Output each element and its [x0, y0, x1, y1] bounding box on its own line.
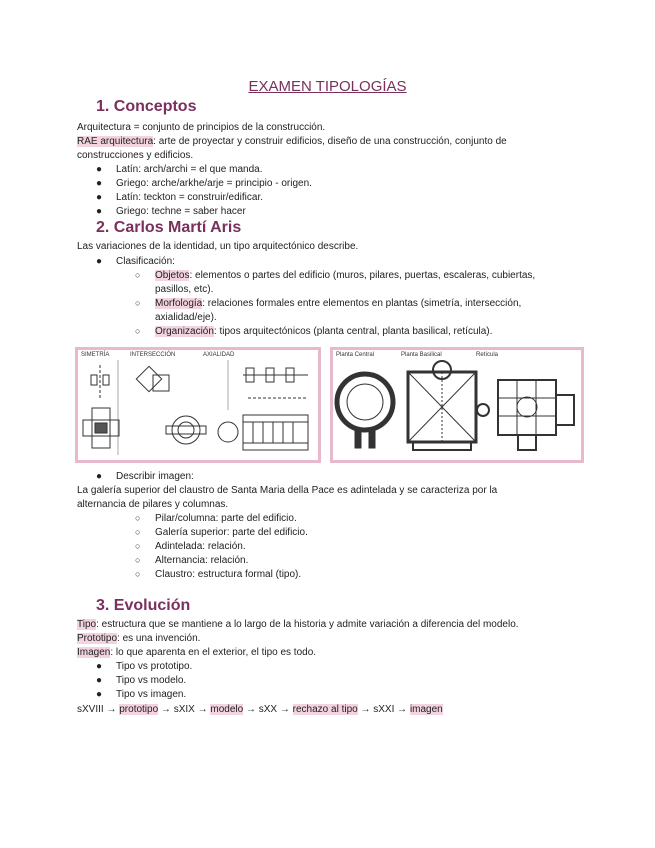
sub-list-item-text: [155, 269, 535, 282]
imagen-line: [77, 646, 316, 659]
concept-line-1: Arquitectura = conjunto de principios de la construcción.: [77, 122, 326, 133]
fig-label-interseccion: INTERSECCIÓN: [130, 352, 176, 358]
list-item-text: Tipo vs modelo.: [116, 675, 187, 686]
sub-bullet-icon: ○: [135, 326, 141, 336]
sub2-text: : relaciones formales entre elementos en plantas (simetría, intersección,: [202, 298, 522, 309]
list-item-text: Clasificación:: [116, 256, 175, 267]
morphology-drawings: [78, 350, 318, 460]
highlight-prototipo: Prototipo: [77, 633, 118, 644]
morphology-figure: [75, 347, 321, 463]
list-item-text: Griego: techne = saber hacer: [116, 206, 246, 217]
highlight-organizacion: Organización: [155, 326, 214, 337]
timeline-highlight: modelo: [210, 704, 244, 715]
prototipo-text: : es una invención.: [117, 633, 201, 644]
marti-intro: Las variaciones de la identidad, un tipo arquitectónico describe.: [77, 241, 359, 252]
timeline-step-text: → sXX →: [243, 704, 293, 715]
prototipo-line: [77, 632, 200, 645]
timeline-step-text: → sXIX →: [158, 704, 211, 715]
sub1-continued: pasillos, etc).: [155, 284, 214, 295]
sub-list-item-text: Galería superior: parte del edificio.: [155, 527, 308, 538]
sub-list-item-text: Alternancia: relación.: [155, 555, 249, 566]
sub2-continued: axialidad/eje).: [155, 312, 217, 323]
list-item-text: Latín: teckton = construir/edificar.: [116, 192, 264, 203]
bullet-icon: ●: [96, 471, 103, 482]
concept-line-2: [77, 135, 507, 148]
sub-bullet-icon: ○: [135, 270, 141, 280]
page-title: EXAMEN TIPOLOGÍAS: [248, 78, 407, 95]
sub-list-item-text: [155, 325, 492, 338]
timeline-highlight: imagen: [409, 704, 443, 715]
heading-carlos-marti-aris: 2. Carlos Martí Aris: [96, 219, 242, 236]
highlight-imagen: Imagen: [77, 647, 111, 658]
fig-label-planta-basilical: Planta Basilical: [401, 352, 442, 358]
list-item-text: Tipo vs imagen.: [116, 689, 187, 700]
fig-label-simetria: SIMETRÍA: [81, 352, 110, 358]
describe-line-2: alternancia de pilares y columnas.: [77, 499, 229, 510]
fig-label-axialidad: AXIALIDAD: [203, 352, 235, 358]
concept-line-2-text: : arte de proyectar y construir edificios, diseño de una construcción, conjunto de: [153, 136, 507, 147]
heading-evolucion: 3. Evolución: [96, 597, 191, 614]
sub3-text: : tipos arquitectónicos (planta central, planta basilical, retícula).: [213, 326, 493, 337]
sub-list-item-text: Adintelada: relación.: [155, 541, 246, 552]
sub-bullet-icon: ○: [135, 513, 141, 523]
list-item-text: Griego: arche/arkhe/arje = principio - origen.: [116, 178, 312, 189]
bullet-icon: ●: [96, 192, 103, 203]
sub-list-item-text: Claustro: estructura formal (tipo).: [155, 569, 302, 580]
bullet-icon: ●: [96, 256, 103, 267]
highlight-objetos: Objetos: [155, 270, 190, 281]
tipo-text: : estructura que se mantiene a lo largo de la historia y admite variación a diferencia del modelo.: [96, 619, 519, 630]
list-item-text: Describir imagen:: [116, 471, 194, 482]
tipo-line: [77, 618, 519, 631]
timeline-step-text: sXVIII →: [77, 704, 120, 715]
bullet-icon: ●: [96, 675, 103, 686]
list-item-text: Tipo vs prototipo.: [116, 661, 193, 672]
organization-drawings: [333, 350, 581, 460]
highlight-morfologia: Morfología: [155, 298, 203, 309]
timeline-highlight: prototipo: [119, 704, 159, 715]
sub-bullet-icon: ○: [135, 555, 141, 565]
sub1-text: : elementos o partes del edificio (muros, pilares, puertas, escaleras, cubiertas,: [189, 270, 536, 281]
heading-conceptos: 1. Conceptos: [96, 98, 197, 115]
sub-bullet-icon: ○: [135, 541, 141, 551]
timeline-step-text: → sXXI →: [357, 704, 410, 715]
concept-line-3: construcciones y edificios.: [77, 150, 194, 161]
organization-figure: [330, 347, 584, 463]
timeline-highlight: rechazo al tipo: [292, 704, 358, 715]
imagen-text: : lo que aparenta en el exterior, el tipo es todo.: [110, 647, 317, 658]
bullet-icon: ●: [96, 178, 103, 189]
sub-bullet-icon: ○: [135, 527, 141, 537]
bullet-icon: ●: [96, 661, 103, 672]
list-item-text: Latín: arch/archi = el que manda.: [116, 164, 263, 175]
fig-label-reticula: Retícula: [476, 352, 499, 358]
describe-line-1: La galería superior del claustro de Santa Maria della Pace es adintelada y se caracteriza por la: [77, 485, 498, 496]
highlight-rae: RAE arquitectura: [77, 136, 154, 147]
sub-list-item-text: Pilar/columna: parte del edificio.: [155, 513, 297, 524]
bullet-icon: ●: [96, 689, 103, 700]
sub-bullet-icon: ○: [135, 298, 141, 308]
highlight-tipo: Tipo: [77, 619, 97, 630]
bullet-icon: ●: [96, 164, 103, 175]
sub-list-item-text: [155, 297, 521, 310]
fig-label-planta-central: Planta Central: [336, 352, 375, 358]
bullet-icon: ●: [96, 206, 103, 217]
sub-bullet-icon: ○: [135, 569, 141, 579]
timeline: [77, 703, 443, 716]
